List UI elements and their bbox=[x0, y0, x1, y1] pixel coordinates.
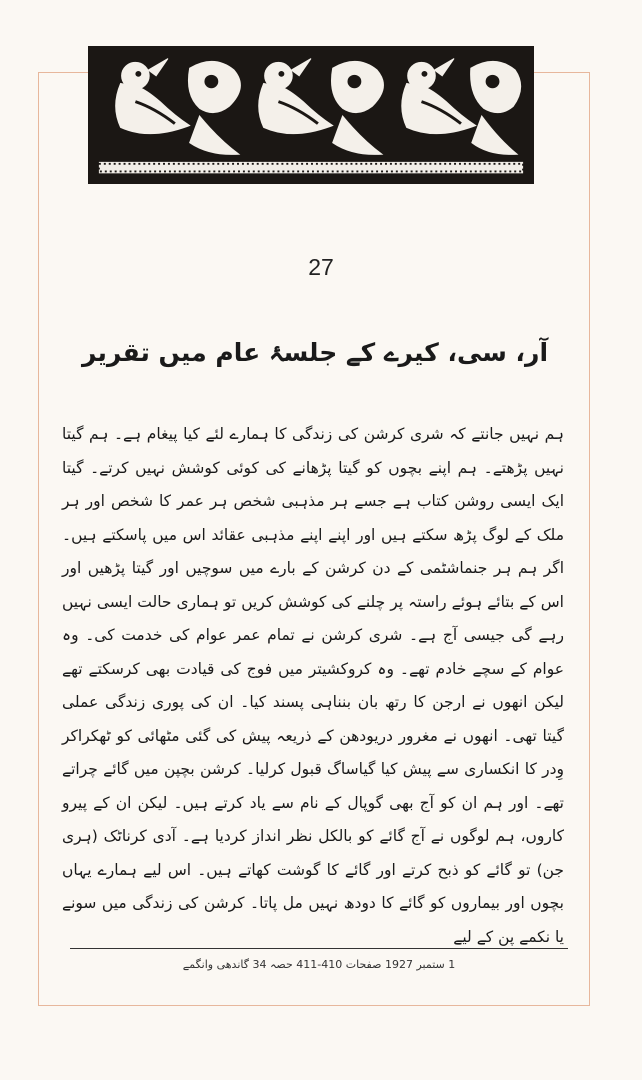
footnote: 1 ستمبر 1927 صفحات 410-411 حصہ 34 گاندھی وانگمے bbox=[182, 958, 456, 971]
chapter-title: آر، سی، کیرے کے جلسۂ عام میں تقریر bbox=[81, 338, 549, 367]
decorative-bird-banner bbox=[88, 46, 534, 184]
footnote-divider bbox=[70, 948, 568, 949]
page-number: 27 bbox=[308, 254, 334, 280]
body-text bbox=[62, 418, 564, 954]
body-paragraph: ہم نہیں جانتے کہ شری کرشن کی زندگی کا ہمارے لئے کیا پیغام ہے۔ ہم گیتا نہیں پڑھتے۔ ہم اپنے بچوں کو گیتا پڑھانے کی کوئی کوشش نہیں کرتے۔ گیتا ایک ایسی روشن کتاب ہے جسے ہر مذہبی شخص ہر عمر کا شخص اور ہر ملک کے لوگ پڑھ سکتے ہیں اور اپنے اپنے مذہبی عقائد اس میں پاسکتے ہیں۔ اگر ہم ہر جنماشٹمی کے دن کرشن کے بارے میں سوچیں اور گیتا پڑھیں اور اس کے بتائے ہوئے راستہ پر چلنے کی کوشش کریں تو ہماری حالت ایسی نہیں رہے گی جیسی آج ہے۔ شری کرشن نے تمام عمر عوام کی خدمت کی۔ وہ عوام کے سچے خادم تھے۔ وہ کروکشیتر میں فوج کی قیادت بھی کرسکتے تھے لیکن انھوں نے ارجن کا رتھ بان بنناہی پسند کیا۔ ان کی پوری زندگی عملی گیتا تھی۔ انھوں نے مغرور دریودھن کے ذریعہ پیش کی گئی مٹھائی کو ٹھکراکر وِدر کا انکساری سے پیش کیا گیاساگ قبول کرلیا۔ کرشن بچپن میں گائے چراتے تھے۔ اور ہم ان کو آج بھی گوپال کے نام سے یاد کرتے ہیں۔ لیکن ان کے پیرو کاروں، ہم لوگوں نے آج گائے کو بالکل نظر انداز کردیا ہے۔ آدی کرناٹک (ہری جن) تو گائے کو ذبح کرتے اور گائے کا گوشت کھاتے ہیں۔ اس لیے ہمارے یہاں بچوں اور بیماروں کو گائے کا دودھ نہیں مل پاتا۔ کرشن کی زندگی میں سونے یا نکمے پن کے لیے bbox=[62, 425, 564, 946]
